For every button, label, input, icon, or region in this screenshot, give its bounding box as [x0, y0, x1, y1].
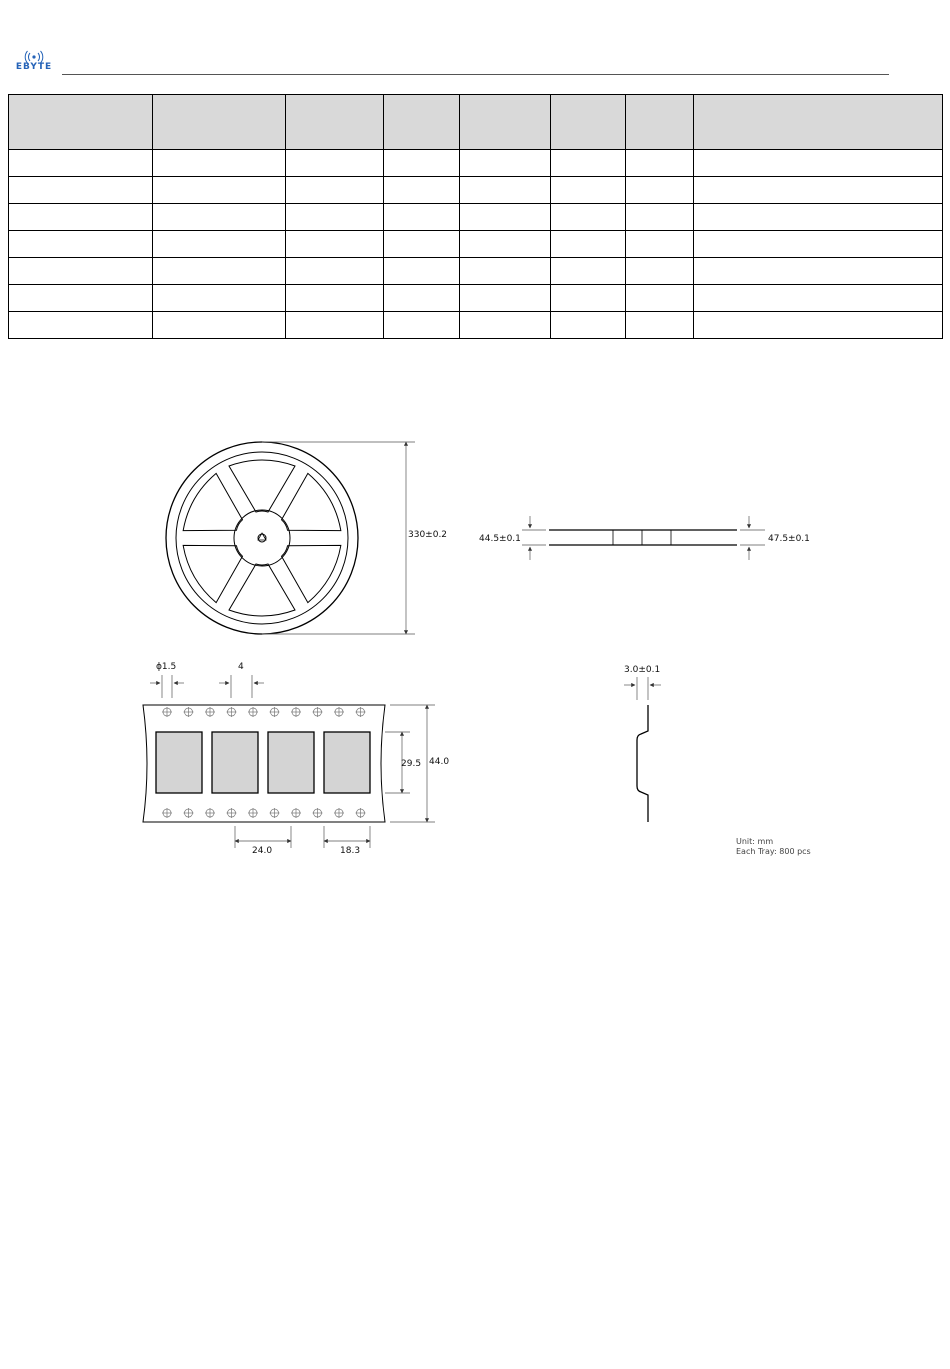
- tape-cavities: [156, 732, 370, 793]
- cavity-width-label: 18.3: [340, 846, 361, 856]
- reel-front-view: [166, 442, 358, 634]
- reel-width-dimensions: [522, 516, 765, 560]
- hole-diameter-label: ϕ1.5: [156, 662, 177, 672]
- cavity-pitch-label: 24.0: [252, 846, 273, 856]
- cavity-height-label: 29.5: [401, 759, 422, 769]
- reel-diameter-label: 330±0.2: [408, 530, 448, 540]
- reel-width-right-label: 47.5±0.1: [768, 534, 810, 544]
- reel-width-left-label: 44.5±0.1: [479, 534, 521, 544]
- hole-pitch-label: 4: [238, 662, 244, 672]
- tape-thickness-label: 3.0±0.1: [624, 665, 661, 675]
- tape-cross-section: [637, 705, 648, 822]
- reel-diameter-dimension: [262, 442, 415, 634]
- tape-width-label: 44.0: [429, 757, 450, 767]
- reel-side-view: [549, 530, 737, 545]
- logo-text: EBYTE: [15, 62, 53, 72]
- unit-note: Unit: mm: [736, 837, 774, 846]
- tray-note: Each Tray: 800 pcs: [736, 847, 811, 856]
- thickness-dimension: [624, 677, 661, 700]
